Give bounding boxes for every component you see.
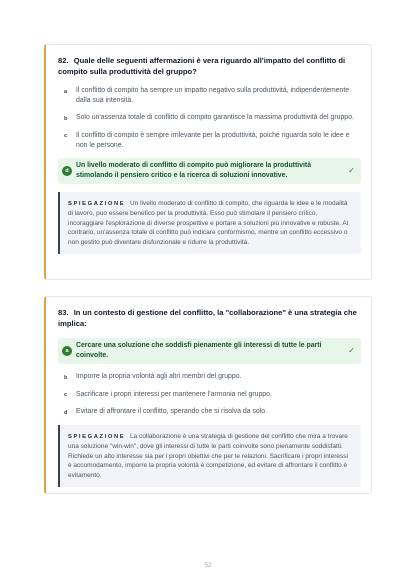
option-letter: d xyxy=(62,166,72,176)
option-d[interactable] xyxy=(58,407,361,418)
option-text: Cercare una soluzione che soddisfi pienamente gli interessi di tutte le parti coinvolte. xyxy=(76,342,322,359)
explanation-label: SPIEGAZIONE xyxy=(68,200,126,207)
check-icon: ✓ xyxy=(348,165,355,175)
option-letter: c xyxy=(64,392,68,398)
page-number: 52 xyxy=(204,562,212,569)
option-letter: b xyxy=(64,374,68,381)
option-letter: d xyxy=(64,409,68,416)
question-text: Quale delle seguenti affermazioni è vera riguardo all'impatto del conflitto di compito sulla produttività del gruppo? xyxy=(58,56,346,76)
question-number: 82. xyxy=(58,56,69,65)
explanation-box xyxy=(58,192,361,255)
question-text: In un contesto di gestione del conflitto, la "collaborazione" è una strategia che implica: xyxy=(58,308,357,328)
option-b[interactable] xyxy=(58,372,361,383)
option-b[interactable] xyxy=(58,113,361,124)
explanation-text: Un livello moderato di conflitto di compito, che riguarda le idee e le modalità di lavoro, può essere benefico per la produttività. Esso può stimolare il pensiero critico, incoraggiare l'esplorazione di diverse prospettive e portare a soluzioni più innovative e robuste. Al contrario, un'assenza totale di conflitto può indicare conformismo, mentre un conflitto eccessivo o non gestito può diventare disfunzionale e ridurre la produttività. xyxy=(68,199,349,246)
option-d-correct[interactable] xyxy=(58,158,361,184)
question-title xyxy=(58,307,361,329)
question-title xyxy=(58,55,361,77)
option-text: Il conflitto di compito è sempre irrilevante per la produttività, poiché riguarda solo le idee e non le persone. xyxy=(76,131,350,149)
option-text: Sacrificare i propri interessi per mantenere l'armonia nel gruppo. xyxy=(76,390,272,398)
option-text: Imporre la propria volontà agli altri membri del gruppo. xyxy=(76,373,242,380)
option-letter: a xyxy=(62,346,72,356)
option-letter: c xyxy=(64,133,68,139)
question-number: 83. xyxy=(58,308,69,317)
option-a[interactable] xyxy=(58,86,361,106)
option-letter: a xyxy=(64,88,68,95)
option-text: Solo un'assenza totale di conflitto di compito garantisce la massima produttività del gruppo. xyxy=(76,114,354,121)
check-icon: ✓ xyxy=(348,346,355,355)
question-card-83 xyxy=(44,296,372,494)
question-card-82 xyxy=(44,44,372,280)
option-c[interactable] xyxy=(58,131,361,151)
explanation-box xyxy=(58,425,361,488)
explanation-text: La collaborazione è una strategia di gestione del conflitto che mira a trovare una soluzione "win-win", dove gli interessi di tutte le parti coinvolte sono pienamente soddisfatti. Richiede un alto interesse sia per i propri obiettivi che per le relazioni. Sacrificare i propri interessi è accomodamento, imporre la propria volontà è competizione, ed evitare di affrontare il conflitto è evitamento. xyxy=(68,432,348,479)
option-text: Un livello moderato di conflitto di compito può migliorare la produttività stimolando il pensiero critico e la ricerca di soluzioni innovative. xyxy=(76,161,312,179)
option-text: Evitare di affrontare il conflitto, sperando che si risolva da solo. xyxy=(76,408,267,415)
option-text: Il conflitto di compito ha sempre un impatto negativo sulla produttività, indipendentemente dalla sua intensità. xyxy=(76,87,350,104)
option-a-correct[interactable] xyxy=(58,338,361,364)
option-letter: b xyxy=(64,115,68,122)
option-c[interactable] xyxy=(58,390,361,401)
explanation-label: SPIEGAZIONE xyxy=(68,433,126,440)
